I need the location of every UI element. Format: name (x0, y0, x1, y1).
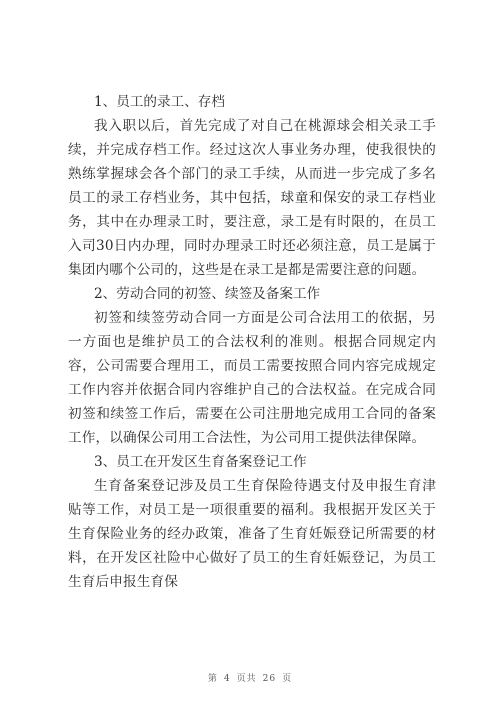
footer-middle: 页共 (236, 674, 257, 684)
section-paragraph-2: 初签和续签劳动合同一方面是公司合法用工的依据，另一方面也是维护员工的合法权利的准则。根据合同规定内容，公司需要合理用工，而员工需要按照合同内容完成规定工作内容并依据合同内容维护自己的合法权益。在完成合同初签和续签工作后，需要在公司注册地完成用工合同的备案工作，以确保公司用工合法性，为公司用工提供法律保障。 (68, 310, 436, 446)
section-paragraph-1: 我入职以后，首先完成了对自己在桃源球会相关录工手续，并完成存档工作。经过这次人事业务办理，使我很快的熟练掌握球会各个部门的录工手续，从而进一步完成了多名员工的录工存档业务，其中包括，球童和保安的录工存档业务，其中在办理录工时，要注意，录工是有时限的，在员工入司30日内办理，同时办理录工时还必须注意，员工是属于集团内哪个公司的，这些是在录工是都是需要注意的问题。 (68, 118, 436, 278)
footer-page-number: 4 (223, 674, 231, 684)
section-heading-2: 2、劳动合同的初签、续签及备案工作 (94, 286, 321, 302)
footer-total-pages: 26 (262, 674, 277, 684)
footer-suffix: 页 (282, 674, 293, 684)
section-heading-3: 3、员工在开发区生育备案登记工作 (94, 454, 307, 470)
page-footer (0, 671, 500, 684)
section-heading-1: 1、员工的录工、存档 (94, 94, 225, 110)
footer-prefix: 第 (207, 674, 218, 684)
document-body (68, 90, 436, 594)
section-paragraph-3: 生育备案登记涉及员工生育保险待遇支付及申报生育津贴等工作，对员工是一项很重要的福利。我根据开发区关于生育保险业务的经办政策，准备了生育妊娠登记所需要的材料，在开发区社险中心做好了员工的生育妊娠登记，为员工生育后申报生育保 (68, 478, 436, 590)
